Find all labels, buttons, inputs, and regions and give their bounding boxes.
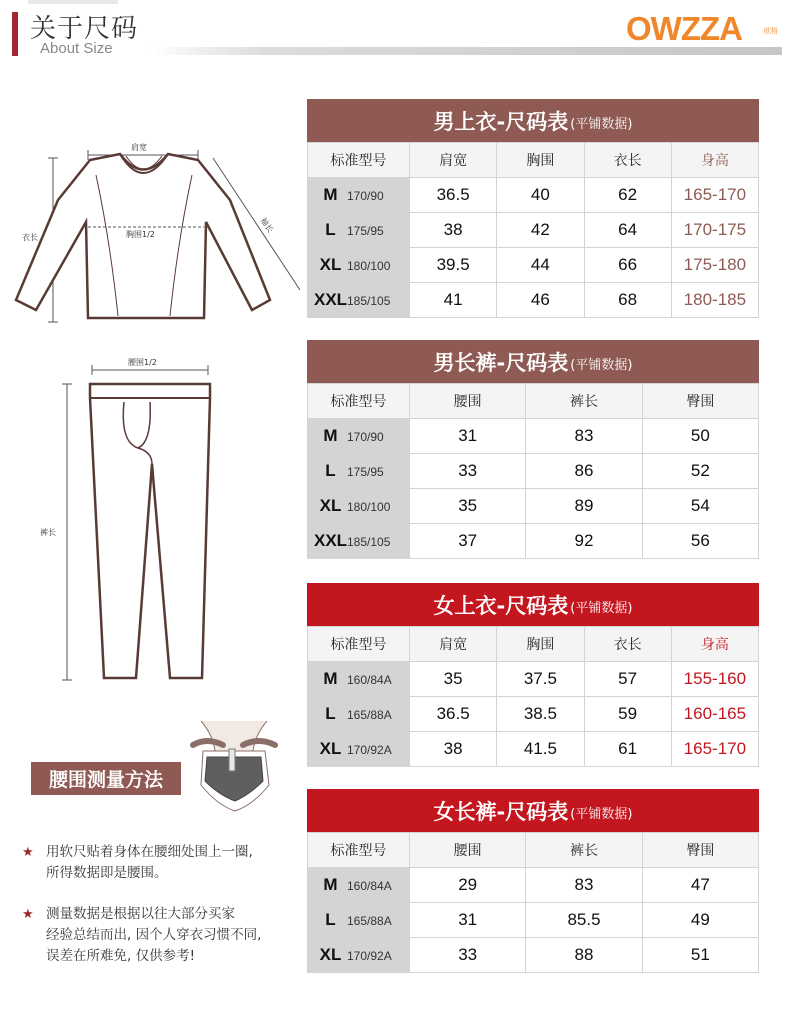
size-spec: 185/105 — [347, 294, 391, 308]
table-row — [308, 178, 759, 213]
table-row — [308, 662, 759, 697]
table-cell: 40 — [497, 178, 584, 213]
waist-note-2 — [22, 904, 261, 967]
column-header: 臀围 — [642, 384, 758, 419]
table-header-row — [308, 627, 759, 662]
size-label: XL — [319, 739, 342, 758]
table-cell: 42 — [497, 213, 584, 248]
size-spec: 170/92A — [347, 743, 392, 757]
size-cell — [308, 248, 410, 283]
table-row — [308, 903, 759, 938]
size-label: L — [325, 704, 336, 723]
note-line: 测量数据是根据以往大部分买家 — [46, 906, 235, 922]
size-spec: 165/88A — [347, 708, 392, 722]
table-title-text: 男上衣-尺码表 — [433, 109, 569, 134]
table-cell: 31 — [410, 903, 526, 938]
column-header: 肩宽 — [410, 627, 497, 662]
table-header-row — [308, 143, 759, 178]
table-row — [308, 213, 759, 248]
size-label: XL — [319, 255, 342, 274]
brand-logo: OWZZA — [626, 10, 742, 47]
header-accent-bar — [12, 12, 18, 56]
table-row — [308, 732, 759, 767]
table-cell: 37 — [410, 524, 526, 559]
table-row — [308, 868, 759, 903]
table-cell: 39.5 — [410, 248, 497, 283]
column-header: 身高 — [671, 627, 758, 662]
table-header-row — [308, 833, 759, 868]
table-cell: 66 — [584, 248, 671, 283]
table-title — [307, 583, 759, 626]
pants-length-label: 裤长 — [40, 528, 56, 537]
table-row — [308, 489, 759, 524]
table-title-text: 女上衣-尺码表 — [433, 593, 569, 618]
column-header: 标准型号 — [308, 833, 410, 868]
waist-measure-illustration — [183, 715, 283, 825]
size-label: L — [325, 220, 336, 239]
size-label: L — [325, 910, 336, 929]
table-title — [307, 340, 759, 383]
size-spec: 180/100 — [347, 500, 391, 514]
table-cell: 155-160 — [671, 662, 758, 697]
men-pants-size-table — [307, 340, 759, 559]
size-label: XXL — [314, 531, 348, 550]
table-cell: 85.5 — [526, 903, 642, 938]
table-cell: 37.5 — [497, 662, 584, 697]
size-label: M — [323, 669, 338, 688]
table-cell: 38 — [410, 213, 497, 248]
size-cell — [308, 213, 410, 248]
size-cell — [308, 732, 410, 767]
size-spec: 185/105 — [347, 535, 391, 549]
table-title-note: (平铺数据) — [570, 601, 633, 616]
table-cell: 52 — [642, 454, 758, 489]
size-cell — [308, 489, 410, 524]
column-header: 腰围 — [410, 384, 526, 419]
column-header: 肩宽 — [410, 143, 497, 178]
sleeve-label: 袖长 — [258, 216, 276, 235]
table-title-note: (平铺数据) — [570, 117, 633, 132]
column-header: 裤长 — [526, 384, 642, 419]
table-cell: 33 — [410, 938, 526, 973]
table-title-note: (平铺数据) — [570, 807, 633, 822]
table-cell: 54 — [642, 489, 758, 524]
waist-label: 腰围1/2 — [128, 358, 157, 367]
size-label: L — [325, 461, 336, 480]
length-label: 衣长 — [22, 233, 38, 242]
star-icon: ★ — [22, 845, 34, 860]
column-header: 胸围 — [497, 627, 584, 662]
note-line: 误差在所难免, 仅供参考! — [46, 948, 195, 964]
table-cell: 59 — [584, 697, 671, 732]
table-cell: 46 — [497, 283, 584, 318]
size-cell — [308, 454, 410, 489]
column-header: 胸围 — [497, 143, 584, 178]
table-row — [308, 248, 759, 283]
note-line: 所得数据即是腰围。 — [46, 865, 168, 881]
table-cell: 36.5 — [410, 178, 497, 213]
chest-label: 胸围1/2 — [126, 230, 155, 239]
table-row — [308, 454, 759, 489]
table-cell: 36.5 — [410, 697, 497, 732]
table-cell: 89 — [526, 489, 642, 524]
size-label: M — [323, 875, 338, 894]
table-row — [308, 419, 759, 454]
size-label: M — [323, 426, 338, 445]
column-header: 标准型号 — [308, 143, 410, 178]
table-cell: 68 — [584, 283, 671, 318]
table-row — [308, 938, 759, 973]
table-cell: 64 — [584, 213, 671, 248]
size-label: XL — [319, 945, 342, 964]
size-spec: 170/92A — [347, 949, 392, 963]
top-garment-illustration — [8, 130, 308, 330]
size-label: XL — [319, 496, 342, 515]
women-top-size-table — [307, 583, 759, 767]
waist-method-title: 腰围测量方法 — [31, 762, 181, 795]
waist-note-1 — [22, 842, 253, 884]
size-cell — [308, 868, 410, 903]
table-cell: 31 — [410, 419, 526, 454]
table-cell: 180-185 — [671, 283, 758, 318]
table-cell: 38.5 — [497, 697, 584, 732]
size-label: XXL — [314, 290, 348, 309]
table-cell: 56 — [642, 524, 758, 559]
size-cell — [308, 697, 410, 732]
size-spec: 165/88A — [347, 914, 392, 928]
table-cell: 165-170 — [671, 732, 758, 767]
pants-illustration — [40, 352, 230, 687]
table-title-text: 男长裤-尺码表 — [433, 350, 569, 375]
table-cell: 83 — [526, 868, 642, 903]
table-cell: 29 — [410, 868, 526, 903]
size-cell — [308, 938, 410, 973]
table-cell: 160-165 — [671, 697, 758, 732]
column-header: 衣长 — [584, 143, 671, 178]
size-spec: 175/95 — [347, 224, 384, 238]
column-header: 裤长 — [526, 833, 642, 868]
table-title-note: (平铺数据) — [570, 358, 633, 373]
size-spec: 175/95 — [347, 465, 384, 479]
table-cell: 165-170 — [671, 178, 758, 213]
header-divider — [150, 47, 782, 55]
size-spec: 160/84A — [347, 879, 392, 893]
table-cell: 175-180 — [671, 248, 758, 283]
size-cell — [308, 524, 410, 559]
size-spec: 170/90 — [347, 430, 384, 444]
table-title — [307, 99, 759, 142]
table-cell: 35 — [410, 489, 526, 524]
size-label: M — [323, 185, 338, 204]
size-cell — [308, 178, 410, 213]
table-cell: 44 — [497, 248, 584, 283]
table-cell: 61 — [584, 732, 671, 767]
shoulder-label: 肩宽 — [131, 143, 147, 152]
size-cell — [308, 283, 410, 318]
table-cell: 35 — [410, 662, 497, 697]
column-header: 腰围 — [410, 833, 526, 868]
brand-logo-small: 欧格 — [764, 27, 778, 35]
column-header: 臀围 — [642, 833, 758, 868]
column-header: 标准型号 — [308, 384, 410, 419]
table-row — [308, 524, 759, 559]
table-cell: 47 — [642, 868, 758, 903]
table-cell: 41.5 — [497, 732, 584, 767]
note-line: 经验总结而出, 因个人穿衣习惯不同, — [46, 927, 262, 943]
size-cell — [308, 903, 410, 938]
table-row — [308, 697, 759, 732]
table-cell: 88 — [526, 938, 642, 973]
column-header: 衣长 — [584, 627, 671, 662]
size-spec: 160/84A — [347, 673, 392, 687]
table-cell: 38 — [410, 732, 497, 767]
table-cell: 83 — [526, 419, 642, 454]
page-title: 关于尺码 — [30, 14, 139, 44]
table-row — [308, 283, 759, 318]
women-pants-size-table — [307, 789, 759, 973]
table-title-text: 女长裤-尺码表 — [433, 799, 569, 824]
table-cell: 49 — [642, 903, 758, 938]
page-subtitle: About Size — [40, 40, 113, 57]
table-header-row — [308, 384, 759, 419]
table-cell: 57 — [584, 662, 671, 697]
table-cell: 33 — [410, 454, 526, 489]
size-spec: 180/100 — [347, 259, 391, 273]
table-cell: 92 — [526, 524, 642, 559]
size-cell — [308, 419, 410, 454]
table-cell: 86 — [526, 454, 642, 489]
table-cell: 51 — [642, 938, 758, 973]
table-cell: 170-175 — [671, 213, 758, 248]
star-icon: ★ — [22, 907, 34, 922]
table-cell: 50 — [642, 419, 758, 454]
table-title — [307, 789, 759, 832]
men-top-size-table — [307, 99, 759, 318]
column-header: 身高 — [671, 143, 758, 178]
table-cell: 62 — [584, 178, 671, 213]
top-strip — [28, 0, 118, 4]
size-spec: 170/90 — [347, 189, 384, 203]
size-cell — [308, 662, 410, 697]
note-line: 用软尺贴着身体在腰细处围上一圈, — [46, 844, 253, 860]
column-header: 标准型号 — [308, 627, 410, 662]
table-cell: 41 — [410, 283, 497, 318]
